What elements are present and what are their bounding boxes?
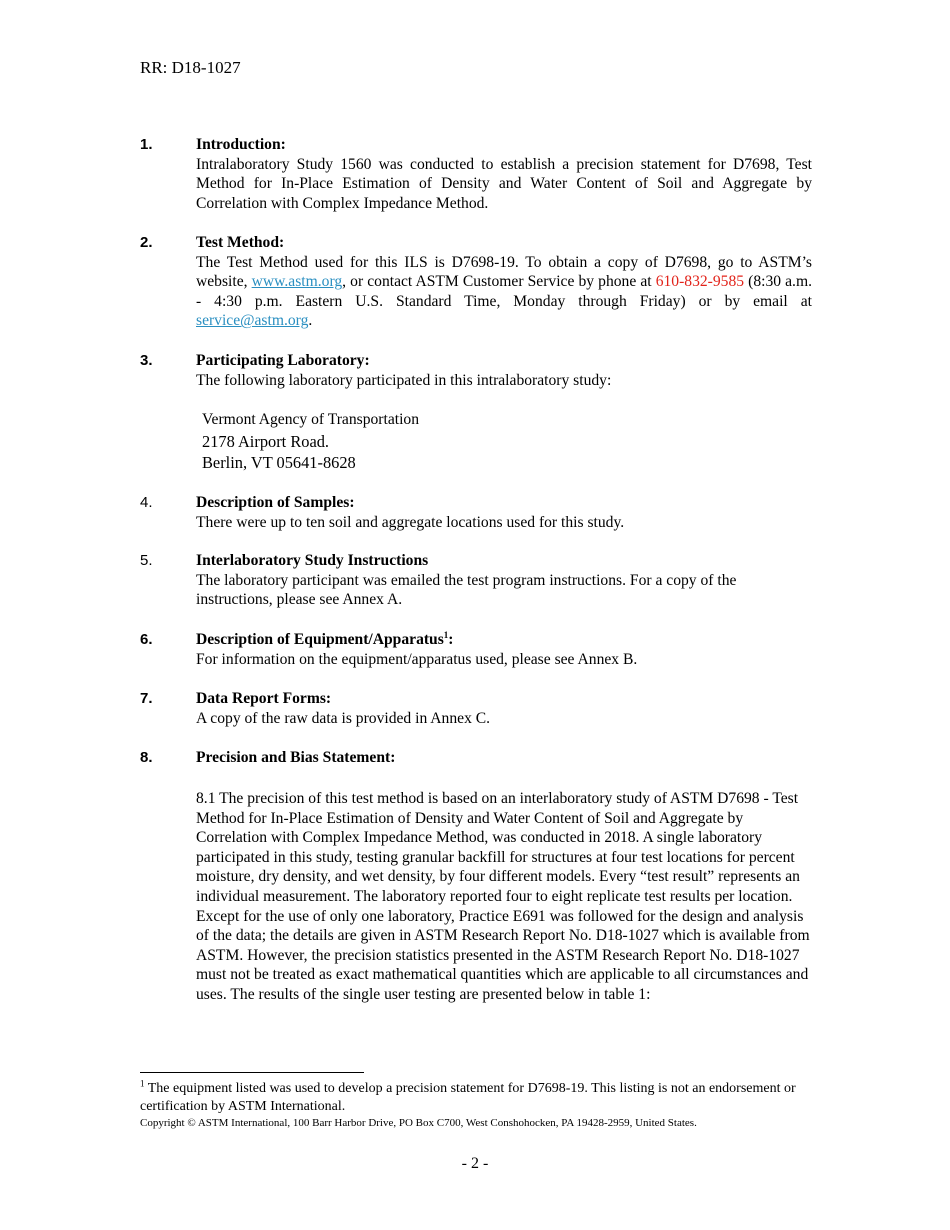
section-number: 5.	[140, 552, 153, 569]
copyright-notice: Copyright © ASTM International, 100 Barr Harbor Drive, PO Box C700, West Conshohocken, PA 19428-2959, United States.	[140, 1117, 697, 1129]
section-title: Participating Laboratory:	[196, 352, 370, 369]
section-participating-laboratory	[140, 351, 812, 390]
address-line: 2178 Airport Road.	[202, 431, 330, 451]
section-title: Precision and Bias Statement:	[196, 749, 396, 766]
precision-paragraph: 8.1 The precision of this test method is based on an interlaboratory study of ASTM D7698 - Test Method for In-Place Estimation of Density and Water Content of Soil and Aggregate by Correlation with Complex Impedance Method, was conducted in 2018. A single laboratory participated in this study, testing granular backfill for structures at four test locations for percent moisture, dry density, and wet density, by four different models. Every “test result” represents an individual measurement. The laboratory reported four to eight replicate test results per location. Except for the use of only one laboratory, Practice E691 was followed for the design and analysis of the data; the details are given in ASTM Research Report No. D18-1027 which is available from ASTM. However, the precision statistics presented in the ASTM Research Report No. D18-1027 must not be treated as exact mathematical quantities which are applicable to all circumstances and uses. The results of the single user testing are presented below in table 1:	[196, 790, 810, 1003]
footnote-marker: 1	[140, 1078, 145, 1089]
section-title: Data Report Forms:	[196, 690, 332, 707]
service-email-link[interactable]: service@astm.org	[196, 312, 309, 330]
section-number: 6.	[140, 631, 153, 648]
title-colon: :	[448, 631, 454, 648]
section-description-of-samples	[140, 493, 812, 532]
section-title: Description of Samples:	[196, 494, 355, 511]
section-number: 3.	[140, 352, 153, 369]
laboratory-address	[202, 409, 419, 474]
text-segment: .	[308, 312, 313, 330]
text-segment: The Test Method used for this ILS is D7698-19. To obtain a copy of D7698, go to ASTM’s website,	[196, 253, 812, 291]
section-number: 8.	[140, 749, 153, 766]
section-number: 7.	[140, 690, 153, 707]
section-text	[196, 253, 812, 331]
section-equipment	[140, 630, 812, 669]
page-number: - 2 -	[461, 1155, 489, 1172]
section-text: The laboratory participant was emailed the test program instructions. For a copy of the instructions, please see Annex A.	[196, 571, 737, 609]
section-text: A copy of the raw data is provided in Annex C.	[196, 709, 491, 727]
phone-number: 610-832-9585	[655, 273, 745, 291]
footnote-text: The equipment listed was used to develop a precision statement for D7698-19. This listing is not an endorsement or certification by ASTM International.	[140, 1081, 796, 1114]
running-header: RR: D18-1027	[140, 58, 241, 77]
text-segment: , or contact ASTM Customer Service by phone at	[342, 273, 656, 291]
section-title: Interlaboratory Study Instructions	[196, 552, 429, 569]
astm-website-link[interactable]: www.astm.org	[251, 273, 343, 291]
footnote	[140, 1080, 820, 1115]
text-segment: (8:30 a.m. - 4:30 p.m. Eastern U.S. Standard Time, Monday through Friday) or by email at	[196, 273, 812, 310]
section-title: Introduction:	[196, 136, 286, 153]
section-text: There were up to ten soil and aggregate locations used for this study.	[196, 513, 625, 531]
address-line: Vermont Agency of Transportation	[202, 411, 419, 428]
section-test-method	[140, 233, 812, 331]
section-study-instructions	[140, 551, 812, 610]
address-line: Berlin, VT 05641-8628	[202, 453, 356, 472]
section-data-report-forms	[140, 689, 812, 728]
section-number: 1.	[140, 136, 153, 153]
section-text: Intralaboratory Study 1560 was conducted to establish a precision statement for D7698, Test Method for In-Place Estimation of Density and Water Content of Soil and Aggregate by Correlation with Complex Impedance Method.	[196, 155, 812, 212]
footnote-marker: 1	[443, 629, 449, 640]
section-introduction	[140, 135, 812, 213]
section-number: 2.	[140, 234, 153, 251]
section-precision-bias	[140, 748, 812, 768]
section-text: For information on the equipment/apparatus used, please see Annex B.	[196, 650, 638, 668]
section-number: 4.	[140, 494, 153, 511]
footnote-divider	[140, 1072, 364, 1073]
section-title	[196, 630, 812, 650]
title-text: Description of Equipment/Apparatus	[196, 631, 444, 648]
section-text: The following laboratory participated in this intralaboratory study:	[196, 371, 612, 389]
section-title: Test Method:	[196, 234, 285, 251]
